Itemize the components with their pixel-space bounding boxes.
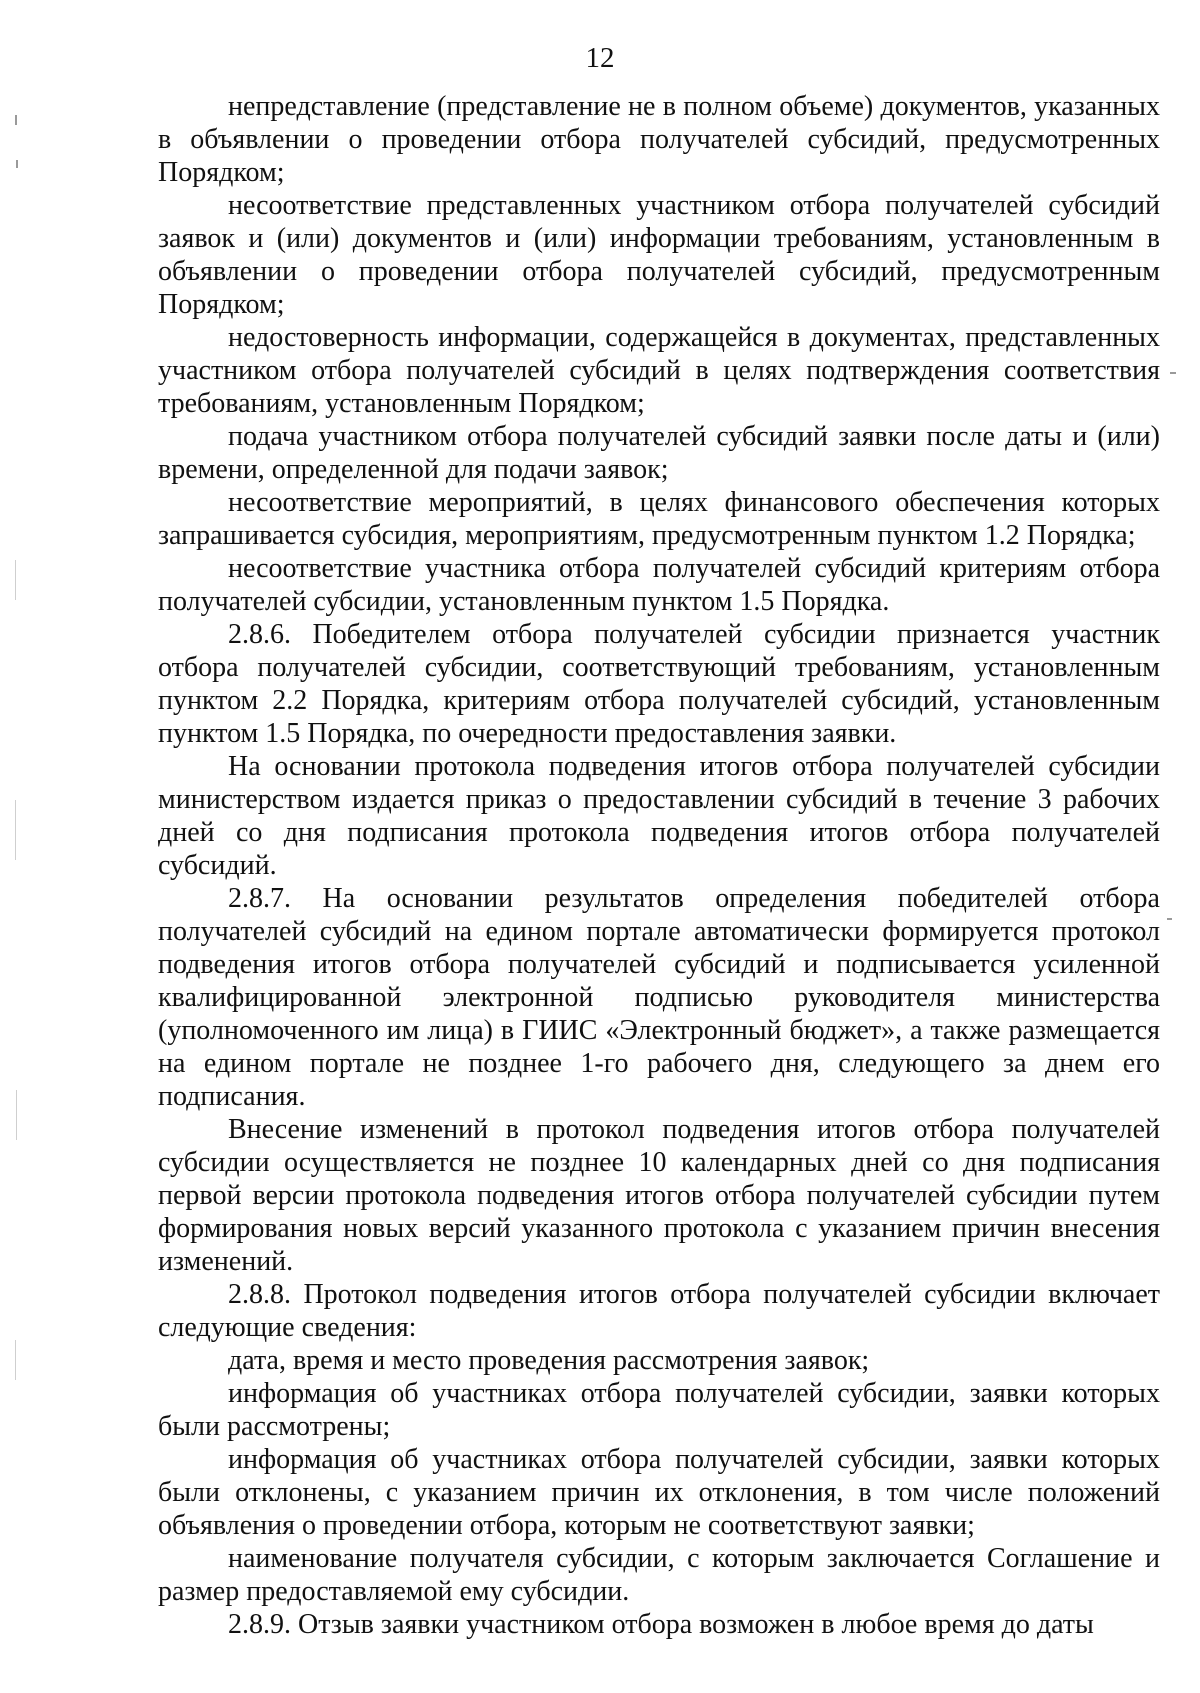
paragraph: непредставление (представление не в полном объеме) документов, указанных в объявлении о проведении отбора получателей субсидий, предусмотренных Порядком; [158,91,1160,188]
paragraph: недостоверность информации, содержащейся в документах, представленных участником отбора получателей субсидий в целях подтверждения соответствия требованиям, установленным Порядком; [158,322,1160,419]
paragraph: 2.8.8. Протокол подведения итогов отбора получателей субсидии включает следующие сведения: [158,1279,1160,1343]
paragraph: 2.8.6. Победителем отбора получателей субсидии признается участник отбора получателей субсидии, соответствующий требованиям, установленным пунктом 2.2 Порядка, критериям отбора получателей субсидий, установленным пунктом 1.5 Порядка, по очередности предоставления заявки. [158,619,1160,749]
scan-artifact [1167,918,1172,920]
paragraph: подача участником отбора получателей субсидий заявки после даты и (или) времени, определенной для подачи заявок; [158,421,1160,485]
paragraph: несоответствие участника отбора получателей субсидий критериям отбора получателей субсидии, установленным пунктом 1.5 Порядка. [158,553,1160,617]
scan-artifact [16,160,18,168]
paragraph: На основании протокола подведения итогов отбора получателей субсидии министерством издается приказ о предоставлении субсидий в течение 3 рабочих дней со дня подписания протокола подведения итогов отбора получателей субсидий. [158,751,1160,881]
scan-artifact [15,115,17,125]
paragraph: информация об участниках отбора получателей субсидии, заявки которых были рассмотрены; [158,1378,1160,1442]
paragraph: наименование получателя субсидии, с которым заключается Соглашение и размер предоставляемой ему субсидии. [158,1543,1160,1607]
scan-artifact [15,800,16,860]
paragraph: информация об участниках отбора получателей субсидии, заявки которых были отклонены, с указанием причин их отклонения, в том числе положений объявления о проведении отбора, которым не соответствуют заявки; [158,1444,1160,1541]
paragraph: несоответствие представленных участником отбора получателей субсидий заявок и (или) документов и (или) информации требованиям, установленным в объявлении о проведении отбора получателей субсидий, предусмотренным Порядком; [158,190,1160,320]
scan-artifact [1170,372,1176,374]
paragraph: дата, время и место проведения рассмотрения заявок; [228,1345,870,1376]
paragraph: 2.8.9. Отзыв заявки участником отбора возможен в любое время до даты [228,1609,1094,1640]
paragraph: 2.8.7. На основании результатов определения победителей отбора получателей субсидий на едином портале автоматически формируется протокол подведения итогов отбора получателей субсидий и подписывается усиленной квалифицированной электронной подписью руководителя министерства (уполномоченного им лица) в ГИИС «Электронный бюджет», а также размещается на едином портале не позднее 1-го рабочего дня, следующего за днем его подписания. [158,883,1160,1112]
scan-artifact [15,1340,16,1380]
page-number: 12 [585,42,615,74]
scan-artifact [16,1090,17,1140]
scan-artifact [15,560,16,600]
paragraph: Внесение изменений в протокол подведения итогов отбора получателей субсидии осуществляется не позднее 10 календарных дней со дня подписания первой версии протокола подведения итогов отбора получателей субсидии путем формирования новых версий указанного протокола с указанием причин внесения изменений. [158,1114,1160,1277]
paragraph: несоответствие мероприятий, в целях финансового обеспечения которых запрашивается субсидия, мероприятиям, предусмотренным пунктом 1.2 Порядка; [158,487,1160,551]
document-body [158,90,1160,1641]
